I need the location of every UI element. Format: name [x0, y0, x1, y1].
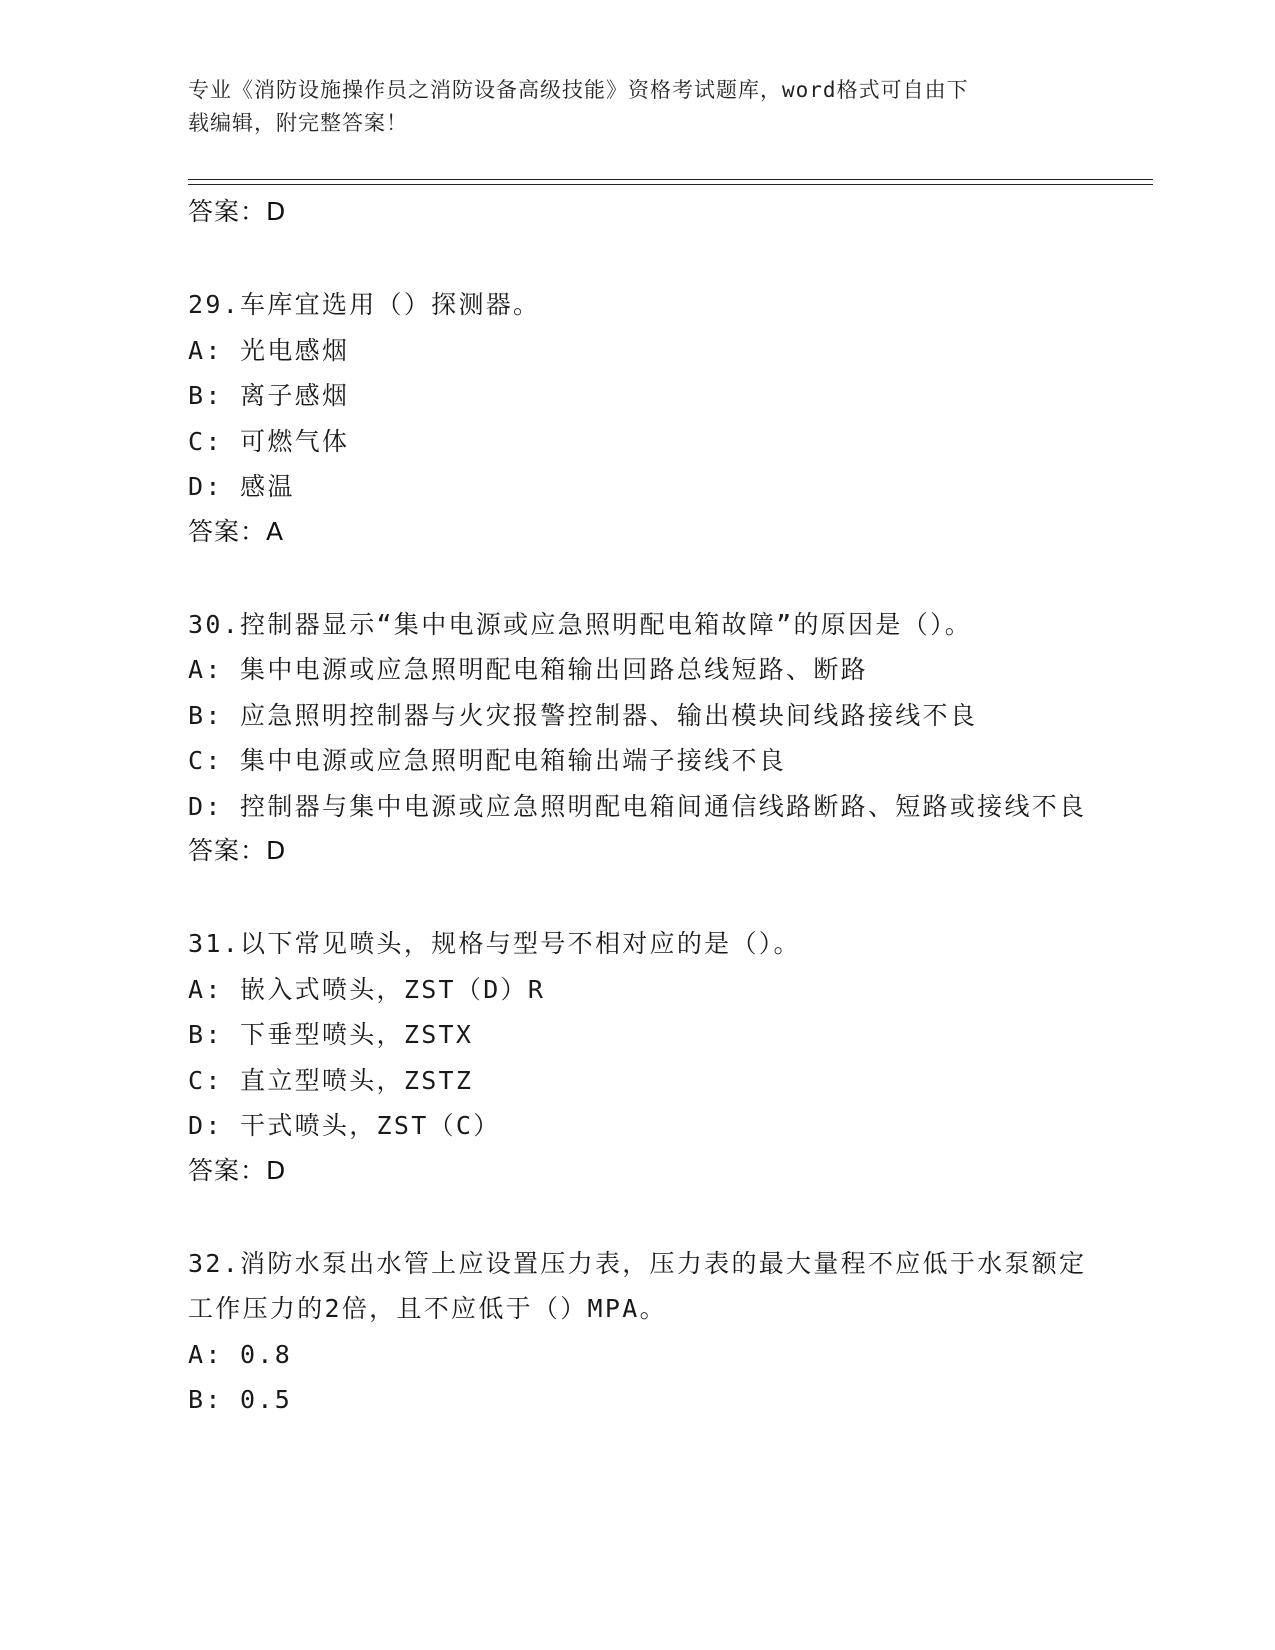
question-32: [188, 1241, 1088, 1423]
question-29: [188, 282, 1088, 554]
answer: 答案：D: [188, 1155, 287, 1185]
question-stem: 29.车库宜选用（）探测器。: [188, 290, 541, 319]
option-b: B: 离子感烟: [188, 381, 350, 410]
option-a: A: 嵌入式喷头，ZST（D）R: [188, 974, 546, 1004]
question-30: [188, 602, 1088, 874]
header-rule-bottom: [188, 184, 1153, 185]
option-a: A: 光电感烟: [188, 335, 350, 365]
option-b: B: 0.5: [188, 1385, 293, 1414]
option-b: B: 应急照明控制器与火灾报警控制器、输出模块间线路接线不良: [188, 700, 978, 730]
option-b: B: 下垂型喷头，ZSTX: [188, 1020, 474, 1049]
header-line-2: 载编辑，附完整答案！: [188, 111, 408, 135]
question-stem: 32.消防水泵出水管上应设置压力表，压力表的最大量程不应低于水泵额定工作压力的2倍，且不应低于（）MPA。: [188, 1248, 1087, 1323]
page-header: [188, 74, 1068, 140]
option-d: D: 控制器与集中电源或应急照明配电箱间通信线路断路、短路或接线不良: [188, 791, 1087, 821]
previous-answer: 答案：D: [188, 197, 287, 226]
option-d: D: 干式喷头，ZST（C）: [188, 1111, 501, 1140]
answer: 答案：D: [188, 836, 287, 865]
header-rule-top: [188, 179, 1153, 180]
answer: 答案：A: [188, 516, 285, 546]
question-stem: 30.控制器显示“集中电源或应急照明配电箱故障”的原因是（）。: [188, 609, 973, 639]
question-stem: 31.以下常见喷头，规格与型号不相对应的是（）。: [188, 929, 801, 958]
option-c: C: 直立型喷头，ZSTZ: [188, 1065, 474, 1095]
option-a: A: 0.8: [188, 1339, 293, 1369]
option-a: A: 集中电源或应急照明配电箱输出回路总线短路、断路: [188, 655, 868, 684]
question-31: [188, 921, 1088, 1193]
question-list: [188, 190, 1088, 1423]
option-c: C: 集中电源或应急照明配电箱输出端子接线不良: [188, 746, 787, 775]
option-c: C: 可燃气体: [188, 426, 350, 456]
option-d: D: 感温: [188, 472, 295, 501]
header-line-1: 专业《消防设施操作员之消防设备高级技能》资格考试题库，word格式可自由下: [188, 78, 969, 102]
